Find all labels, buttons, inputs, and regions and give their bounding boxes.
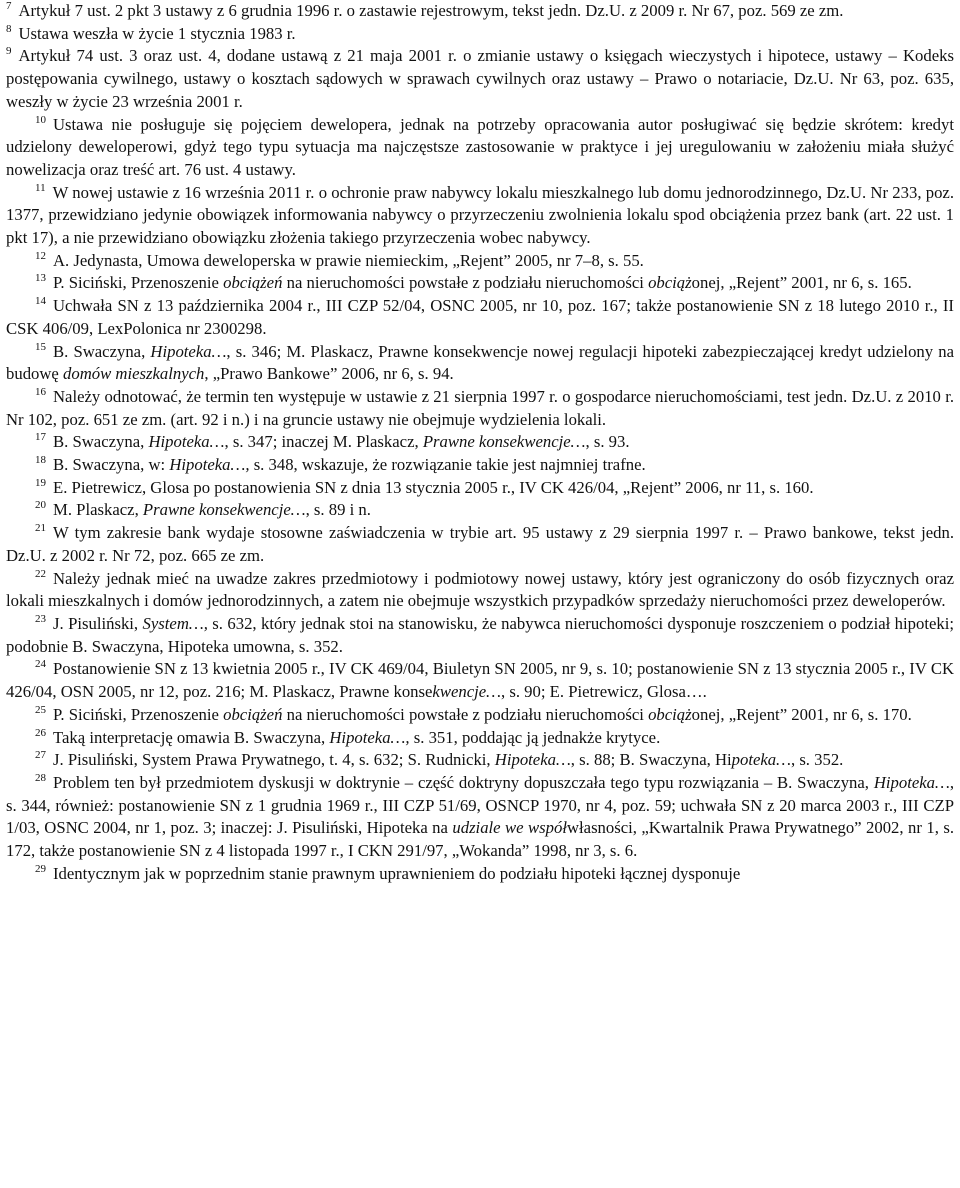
footnote-number: 29 <box>35 862 46 875</box>
footnote-number: 23 <box>35 612 46 625</box>
footnote-text <box>6 46 954 110</box>
footnote-segment: Taką interpretację omawia B. Swaczyna, <box>53 727 330 747</box>
footnote-text <box>53 705 912 724</box>
footnote-segment: W nowej ustawie z 16 września 2011 r. o ochronie praw nabywcy lokalu mieszkalnego lub domu jednorodzinnego, Dz.U. Nr 233, poz. 1377, przewidziano jedynie obowiązek informowania nabywcy o przyrzeczeniu zwolnienia lokalu spod obciążenia przez bank (art. 22 ust. 1 pkt 17), a nie przewidziano obowiązku złożenia takiego przyrzeczenia wobec nabywcy. <box>6 182 954 248</box>
footnote-text <box>6 115 954 179</box>
footnote-26 <box>6 727 954 750</box>
footnote-number: 11 <box>35 181 46 194</box>
footnote-text <box>6 183 954 247</box>
footnote-text <box>53 251 644 270</box>
footnote-text <box>53 432 630 451</box>
footnote-italic-segment: Hipoteka… <box>148 432 225 452</box>
footnote-21 <box>6 522 954 567</box>
footnote-22 <box>6 568 954 613</box>
footnote-segment: , s. 93. <box>585 432 630 452</box>
footnote-number: 14 <box>35 295 46 308</box>
footnote-text <box>6 569 954 611</box>
footnote-8 <box>6 23 954 46</box>
footnote-number: 27 <box>35 749 46 762</box>
footnote-text <box>6 659 954 701</box>
footnote-27 <box>6 749 954 772</box>
footnote-segment: na nieruchomości powstałe z podziału nieruchomości <box>282 273 649 293</box>
footnote-segment: , s. 347; inaczej M. Plaskacz, <box>224 432 423 452</box>
footnote-15 <box>6 341 954 386</box>
footnote-segment: A. Jedynasta, Umowa deweloperska w prawie niemieckim, „Rejent” 2005, nr 7–8, s. 55. <box>53 250 644 270</box>
footnote-segment: s. 632, który jednak stoi na stanowisku, że nabywca nieruchomości dysponuje roszczeniem o podział hipoteki; podobnie B. Swaczyna, Hipoteka umowna, s. 352. <box>6 613 954 656</box>
footnote-text <box>53 864 740 883</box>
footnote-italic-segment: Hipoteka… <box>494 750 571 770</box>
footnote-text <box>53 500 371 519</box>
footnote-25 <box>6 704 954 727</box>
footnote-segment: onej, „Rejent” 2001, nr 6, s. 170. <box>691 704 912 724</box>
footnote-number: 25 <box>35 703 46 716</box>
footnote-italic-segment: Hipoteka…, <box>169 455 250 475</box>
footnote-segment: B. Swaczyna, w: <box>53 455 170 475</box>
footnote-segment: Problem ten był przedmiotem dyskusji w doktrynie – część doktryny dopuszczała tego typu rozwiązania – B. Swaczyna, <box>53 772 874 792</box>
footnote-italic-segment: obciąż <box>648 704 692 724</box>
footnote-17 <box>6 431 954 454</box>
footnote-text <box>6 614 954 656</box>
footnote-number: 20 <box>35 499 46 512</box>
footnote-number: 10 <box>35 113 46 126</box>
footnote-18 <box>6 454 954 477</box>
footnote-text <box>53 750 843 769</box>
footnote-11 <box>6 182 954 250</box>
footnote-text <box>6 342 954 384</box>
footnote-text <box>53 273 912 292</box>
footnote-segment: , s. 344, również: postanowienie SN z 1 grudnia 1969 r., III CZP 51/69, OSNCP 1970, nr 4, poz. 59; uchwała SN z 20 marca 2003 r., III CZP 1/03, OSNC 2004, nr 1, poz. 3; inaczej: J. Pisuliński, Hipoteka na <box>6 772 954 838</box>
footnote-italic-segment: obciąż <box>648 273 692 293</box>
footnote-number: 7 <box>6 0 12 12</box>
footnote-italic-segment: Hipoteka… <box>873 772 950 792</box>
footnote-number: 21 <box>35 522 46 535</box>
footnote-7 <box>6 0 954 23</box>
footnote-9 <box>6 45 954 113</box>
footnote-italic-segment: obciążeń <box>223 704 283 724</box>
footnote-segment: , s. 88; B. Swaczyna, Hi <box>570 750 732 770</box>
footnote-italic-segment: obciążeń <box>223 273 283 293</box>
footnote-28 <box>6 772 954 863</box>
footnote-italic-segment: poteka… <box>731 750 791 770</box>
footnote-segment: Artykuł 74 ust. 3 oraz ust. 4, dodane ustawą z 21 maja 2001 r. o zmianie ustawy o księgach wieczystych i hipotece, ustawy – Kodeks postępowania cywilnego, ustawy o kosztach sądowych w sprawach cywilnych oraz ustawy – Prawo o notariacie, Dz.U. Nr 63, poz. 635, weszły w życie 23 września 2001 r. <box>6 46 954 111</box>
footnote-segment: , s. 90; E. Pietrewicz, Glosa…. <box>501 682 707 702</box>
footnote-segment: Postanowienie SN z 13 kwietnia 2005 r., IV CK 469/04, Biuletyn SN 2005, nr 9, s. 10; postanowienie SN z 13 stycznia 2005 r., IV CK 426/04, OSN 2005, nr 12, poz. 216; M. Plaskacz, Prawne konse <box>6 659 954 702</box>
footnote-segment: Należy odnotować, że termin ten występuje w ustawie z 21 sierpnia 1997 r. o gospodarce nieruchomościami, test jedn. Dz.U. z 2010 r. Nr 102, poz. 651 ze zm. (art. 92 i n.) i na gruncie ustawy nie obejmuje wydzielenia lokali. <box>6 386 954 429</box>
footnote-segment: własności, „Kwartalnik Prawa Prywatnego” 2002, nr 1, s. 172, także postanowienie SN z 4 listopada 1997 r., I CKN 291/97, „Wokanda” 1998, nr 3, s. 6. <box>6 818 954 861</box>
footnote-italic-segment: Hipoteka…, <box>329 727 410 747</box>
footnote-text <box>53 728 660 747</box>
footnote-23 <box>6 613 954 658</box>
footnote-italic-segment: kwencje… <box>432 682 501 702</box>
footnote-segment: B. Swaczyna, <box>53 432 149 452</box>
footnote-segment: P. Siciński, Przenoszenie <box>53 704 224 724</box>
footnote-segment: J. Pisuliński, <box>53 613 143 633</box>
footnote-segment: Należy jednak mieć na uwadze zakres przedmiotowy i podmiotowy nowej ustawy, który jest ograniczony do osób fizycznych oraz lokali mieszkalnych i domów jednorodzinnych, a zatem nie obejmuje wszystkich przypadków sprzedaży nieruchomości przez deweloperów. <box>6 568 954 611</box>
footnote-number: 24 <box>35 658 46 671</box>
footnote-12 <box>6 250 954 273</box>
footnote-number: 26 <box>35 726 46 739</box>
footnote-text <box>19 24 296 43</box>
footnote-13 <box>6 272 954 295</box>
footnote-number: 18 <box>35 454 46 467</box>
footnote-segment: Ustawa nie posługuje się pojęciem dewelopera, jednak na potrzeby opracowania autor posługiwać się będzie skrótem: kredyt udzielony deweloperowi, gdyż tego typu sytuacja ma najczęstsze zastosowanie w praktyce i jej uregulowaniu w założeniu miała służyć nowelizacja oraz treść art. 76 ust. 4 ustawy. <box>6 114 954 179</box>
footnote-italic-segment: Prawne konsekwencje… <box>422 432 586 452</box>
footnote-segment: Artykuł 7 ust. 2 pkt 3 ustawy z 6 grudnia 1996 r. o zastawie rejestrowym, tekst jedn. Dz.U. z 2009 r. Nr 67, poz. 569 ze zm. <box>18 1 844 20</box>
footnote-segment: , s. 89 i n. <box>305 500 371 520</box>
footnote-segment: Uchwała SN z 13 października 2004 r., III CZP 52/04, OSNC 2005, nr 10, poz. 167; także postanowienie SN z 18 lutego 2010 r., II CSK 406/09, LexPolonica nr 2300298. <box>6 296 954 338</box>
footnote-number: 16 <box>35 385 46 398</box>
footnote-19 <box>6 477 954 500</box>
footnote-text <box>53 478 814 497</box>
footnote-text <box>6 387 954 429</box>
footnote-segment: E. Pietrewicz, Glosa po postanowienia SN z dnia 13 stycznia 2005 r., IV CK 426/04, „Rejent” 2006, nr 11, s. 160. <box>53 477 814 497</box>
footnote-10 <box>6 114 954 182</box>
footnote-14 <box>6 295 954 340</box>
footnote-italic-segment: System…, <box>142 613 208 633</box>
footnote-text <box>6 773 954 860</box>
footnote-number: 17 <box>35 431 46 444</box>
footnote-segment: W tym zakresie bank wydaje stosowne zaświadczenia w trybie art. 95 ustawy z 29 sierpnia 1997 r. – Prawo bankowe, tekst jedn. Dz.U. z 2002 r. Nr 72, poz. 665 ze zm. <box>6 523 954 565</box>
footnote-number: 15 <box>35 340 46 353</box>
footnote-text <box>6 296 954 338</box>
footnote-16 <box>6 386 954 431</box>
footnote-segment: B. Swaczyna, <box>53 341 151 361</box>
footnote-number: 12 <box>35 249 46 262</box>
footnote-number: 28 <box>35 771 46 784</box>
footnote-text <box>19 1 844 20</box>
footnote-segment: Ustawa weszła w życie 1 stycznia 1983 r. <box>18 23 296 43</box>
footnote-segment: Identycznym jak w poprzednim stanie prawnym uprawnieniem do podziału hipoteki łącznej dysponuje <box>53 863 741 883</box>
footnote-number: 13 <box>35 272 46 285</box>
footnote-20 <box>6 499 954 522</box>
footnote-segment: onej, „Rejent” 2001, nr 6, s. 165. <box>691 273 912 293</box>
footnote-segment: s. 351, poddając ją jednakże krytyce. <box>409 727 661 747</box>
footnote-segment: , s. 352. <box>790 750 844 770</box>
footnote-segment: J. Pisuliński, System Prawa Prywatnego, t. 4, s. 632; S. Rudnicki, <box>53 750 495 770</box>
footnote-segment: M. Plaskacz, <box>53 500 143 520</box>
footnote-italic-segment: Hipoteka… <box>150 341 227 361</box>
footnote-segment: P. Siciński, Przenoszenie <box>53 273 224 293</box>
footnote-number: 8 <box>6 22 12 35</box>
footnote-number: 19 <box>35 476 46 489</box>
footnote-number: 22 <box>35 567 46 580</box>
footnote-24 <box>6 658 954 703</box>
footnote-italic-segment: Prawne konsekwencje… <box>142 500 306 520</box>
footnote-italic-segment: udziale we współ <box>452 818 567 838</box>
footnote-segment: , s. 346; M. Plaskacz, Prawne konsekwencje nowej regulacji hipoteki zabezpieczającej kredyt udzielony na budowę <box>6 341 954 384</box>
footnote-segment: s. 348, wskazuje, że rozwiązanie takie jest najmniej trafne. <box>249 455 646 475</box>
footnote-segment: , „Prawo Bankowe” 2006, nr 6, s. 94. <box>204 364 454 384</box>
footnote-segment: na nieruchomości powstałe z podziału nieruchomości <box>282 704 649 724</box>
footnote-text <box>53 455 646 474</box>
footnote-29 <box>6 863 954 886</box>
footnote-text <box>6 523 954 565</box>
footnote-italic-segment: domów mieszkalnych <box>63 364 205 384</box>
footnote-number: 9 <box>6 45 12 58</box>
